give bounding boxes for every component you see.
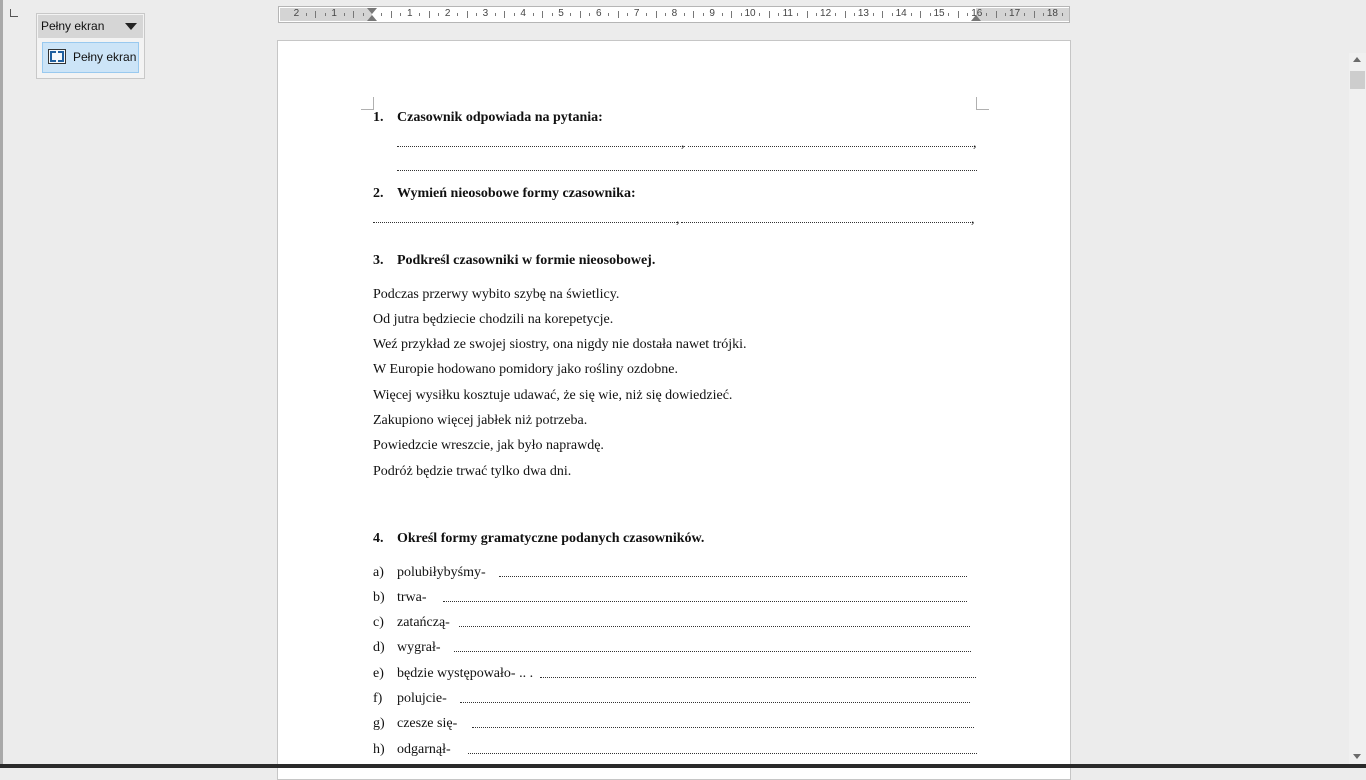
ruler-number: 14 bbox=[895, 8, 907, 19]
ruler-tick bbox=[429, 11, 430, 18]
ruler-tick bbox=[400, 13, 401, 16]
ruler-tick bbox=[722, 13, 723, 16]
ruler-tick bbox=[467, 11, 468, 18]
ruler-tick bbox=[391, 11, 392, 18]
ruler-tick bbox=[911, 13, 912, 16]
ruler-tick bbox=[967, 13, 968, 16]
ruler-corner-mark bbox=[10, 9, 18, 17]
ruler-tick bbox=[996, 11, 997, 18]
ruler-tick bbox=[315, 11, 316, 18]
ruler-number: 8 bbox=[671, 8, 678, 19]
sentence: Podczas przerwy wybito szybę na świetlicy. bbox=[373, 287, 620, 302]
ruler-tick bbox=[892, 13, 893, 16]
ruler-tick bbox=[353, 11, 354, 18]
ruler-tick bbox=[769, 11, 770, 18]
item-letter: h) bbox=[373, 742, 385, 757]
document-page[interactable] bbox=[277, 40, 1071, 780]
answer-line bbox=[540, 677, 976, 678]
sentence: Zakupiono więcej jabłek niż potrzeba. bbox=[373, 413, 588, 428]
ruler-tick bbox=[580, 11, 581, 18]
ruler-tick bbox=[1005, 13, 1006, 16]
ruler-tick bbox=[618, 11, 619, 18]
ruler-tick bbox=[457, 13, 458, 16]
item-letter: b) bbox=[373, 590, 385, 605]
ruler-tick bbox=[552, 13, 553, 16]
question-text: Podkreśl czasowniki w formie nieosobowej. bbox=[397, 253, 656, 268]
ruler-tick bbox=[1034, 11, 1035, 18]
answer-line bbox=[443, 601, 967, 602]
ruler-tick bbox=[608, 13, 609, 16]
ruler-tick bbox=[693, 11, 694, 18]
ruler-tick bbox=[731, 11, 732, 18]
separator-comma: , bbox=[973, 136, 977, 151]
ruler-tick bbox=[542, 11, 543, 18]
ruler-tick bbox=[807, 11, 808, 18]
scroll-thumb[interactable] bbox=[1350, 71, 1365, 89]
ruler-tick bbox=[363, 13, 364, 16]
ruler-tick bbox=[344, 13, 345, 16]
ruler-tick bbox=[1043, 13, 1044, 16]
ruler-tick bbox=[684, 13, 685, 16]
ruler-tick bbox=[646, 13, 647, 16]
sentence: Powiedzcie wreszcie, jak było naprawdę. bbox=[373, 438, 604, 453]
answer-line bbox=[373, 222, 677, 223]
answer-line bbox=[681, 222, 973, 223]
full-screen-button[interactable] bbox=[42, 42, 139, 73]
ruler-tick bbox=[854, 13, 855, 16]
ruler-tick bbox=[797, 13, 798, 16]
ruler-tick bbox=[306, 13, 307, 16]
ruler-number: 17 bbox=[1009, 8, 1021, 19]
ruler-number: 10 bbox=[744, 8, 756, 19]
answer-line bbox=[454, 651, 971, 652]
ruler-tick bbox=[665, 13, 666, 16]
vertical-scrollbar[interactable] bbox=[1349, 53, 1366, 768]
verb-word: polubiłybyśmy- bbox=[397, 565, 486, 580]
window-left-border bbox=[0, 0, 3, 768]
ruler-tick bbox=[533, 13, 534, 16]
answer-line bbox=[459, 626, 970, 627]
question-text: Czasownik odpowiada na pytania: bbox=[397, 110, 603, 125]
ruler-tick bbox=[495, 13, 496, 16]
full-screen-button-label: Pełny ekran bbox=[73, 50, 137, 64]
separator-comma: , bbox=[681, 136, 685, 151]
ruler-tick bbox=[570, 13, 571, 16]
ruler-tick bbox=[514, 13, 515, 16]
ruler-tick bbox=[504, 11, 505, 18]
answer-line bbox=[397, 146, 685, 147]
ruler-tick bbox=[816, 13, 817, 16]
item-letter: c) bbox=[373, 615, 384, 630]
ruler-tick bbox=[1024, 13, 1025, 16]
text-boundary-mark bbox=[976, 97, 989, 110]
ruler-tick bbox=[656, 11, 657, 18]
ruler-tick bbox=[920, 11, 921, 18]
question-text: Wymień nieosobowe formy czasownika: bbox=[397, 186, 636, 201]
ruler-number: 13 bbox=[857, 8, 869, 19]
question-text: Określ formy gramatyczne podanych czasowników. bbox=[397, 531, 705, 546]
left-indent-marker[interactable] bbox=[367, 15, 377, 21]
ruler-number: 16 bbox=[971, 8, 983, 19]
verb-word: będzie występowało- .. . bbox=[397, 666, 534, 681]
verb-word: czesze się- bbox=[397, 716, 458, 731]
item-letter: f) bbox=[373, 691, 383, 706]
ruler-number: 9 bbox=[709, 8, 715, 19]
chevron-down-icon[interactable] bbox=[125, 23, 137, 30]
full-screen-icon bbox=[48, 49, 66, 64]
verb-word: zatańczą- bbox=[397, 615, 450, 630]
ruler-tick bbox=[958, 11, 959, 18]
ruler-number: 15 bbox=[933, 8, 945, 19]
ruler-number: 2 bbox=[293, 8, 300, 19]
ruler-tick bbox=[703, 13, 704, 16]
answer-line bbox=[468, 753, 977, 754]
item-letter: e) bbox=[373, 666, 384, 681]
answer-line bbox=[397, 170, 977, 171]
full-screen-toolbar bbox=[36, 13, 145, 79]
item-letter: d) bbox=[373, 640, 385, 655]
ruler-number: 4 bbox=[520, 8, 526, 19]
question-number: 4. bbox=[373, 531, 384, 546]
ruler-number: 5 bbox=[558, 8, 564, 19]
first-line-indent-marker[interactable] bbox=[367, 8, 377, 14]
ruler-tick bbox=[948, 13, 949, 16]
verb-word: polujcie- bbox=[397, 691, 447, 706]
ruler-number: 18 bbox=[1046, 8, 1058, 19]
ruler-tick bbox=[476, 13, 477, 16]
answer-line bbox=[460, 702, 970, 703]
toolbar-title[interactable] bbox=[38, 15, 143, 38]
ruler-tick bbox=[381, 13, 382, 16]
taskbar-edge bbox=[0, 764, 1366, 768]
verb-word: trwa- bbox=[397, 590, 427, 605]
sentence: Podróż będzie trwać tylko dwa dni. bbox=[373, 464, 572, 479]
ruler-tick bbox=[438, 13, 439, 16]
sentence: Więcej wysiłku kosztuje udawać, że się wie, niż się dowiedzieć. bbox=[373, 388, 733, 403]
ruler-number: 12 bbox=[820, 8, 832, 19]
question-number: 3. bbox=[373, 253, 384, 268]
ruler-tick bbox=[873, 13, 874, 16]
verb-word: wygrał- bbox=[397, 640, 441, 655]
item-letter: g) bbox=[373, 716, 385, 731]
ruler-tick bbox=[930, 13, 931, 16]
ruler-tick bbox=[845, 11, 846, 18]
ruler-tick bbox=[882, 11, 883, 18]
ruler-number: 1 bbox=[407, 8, 413, 19]
ruler-tick bbox=[835, 13, 836, 16]
ruler-number: 3 bbox=[482, 8, 489, 19]
ruler-tick bbox=[986, 13, 987, 16]
question-number: 1. bbox=[373, 110, 384, 125]
sentence: W Europie hodowano pomidory jako rośliny ozdobne. bbox=[373, 362, 678, 377]
sentence: Od jutra będziecie chodzili na korepetycje. bbox=[373, 312, 614, 327]
ruler-number: 2 bbox=[444, 8, 451, 19]
horizontal-ruler[interactable] bbox=[278, 6, 1070, 23]
item-letter: a) bbox=[373, 565, 384, 580]
question-number: 2. bbox=[373, 186, 384, 201]
ruler-tick bbox=[759, 13, 760, 16]
verb-word: odgarnął- bbox=[397, 742, 451, 757]
sentence: Weź przykład ze swojej siostry, ona nigdy nie dostała nawet trójki. bbox=[373, 337, 747, 352]
toolbar-title-label: Pełny ekran bbox=[41, 19, 105, 33]
ruler-tick bbox=[325, 13, 326, 16]
separator-comma: , bbox=[971, 212, 975, 227]
ruler-tick bbox=[1062, 13, 1063, 16]
answer-line bbox=[688, 146, 975, 147]
ruler-tick bbox=[778, 13, 779, 16]
ruler-number: 6 bbox=[596, 8, 602, 19]
ruler-tick bbox=[589, 13, 590, 16]
ruler-number: 11 bbox=[782, 8, 793, 19]
ruler-tick bbox=[627, 13, 628, 16]
ruler-number: 1 bbox=[331, 8, 337, 19]
answer-line bbox=[499, 576, 967, 577]
ruler-tick bbox=[741, 13, 742, 16]
scroll-up-icon[interactable] bbox=[1353, 57, 1361, 62]
scroll-down-icon[interactable] bbox=[1353, 754, 1361, 759]
answer-line bbox=[472, 727, 974, 728]
ruler-number: 7 bbox=[633, 8, 640, 19]
ruler-tick bbox=[419, 13, 420, 16]
separator-comma: , bbox=[676, 212, 680, 227]
